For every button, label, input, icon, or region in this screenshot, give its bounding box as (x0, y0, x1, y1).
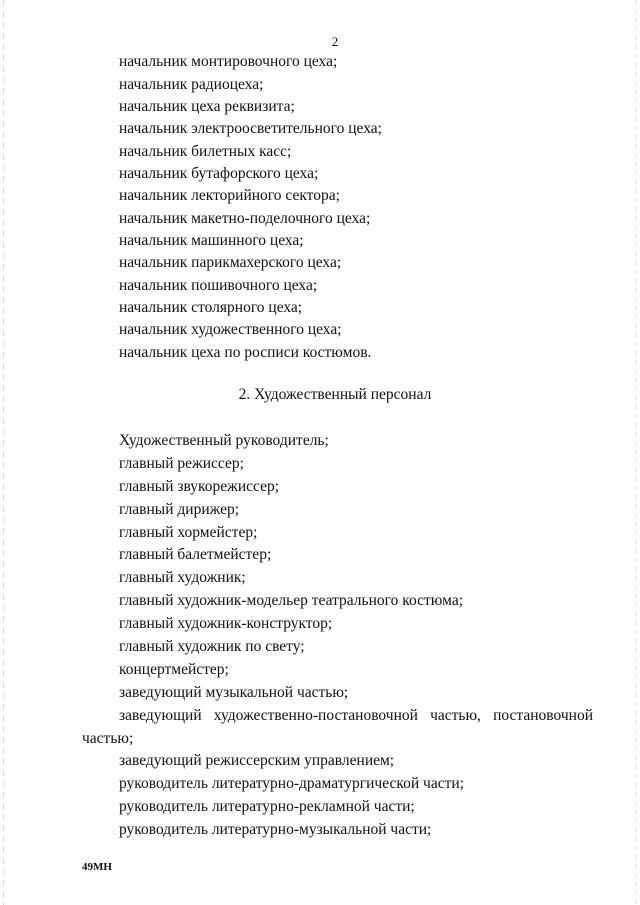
list-item: Художественный руководитель; (119, 432, 329, 449)
list-item: руководитель литературно-музыкальной части; (119, 821, 432, 838)
list-item: главный звукорежиссер; (119, 478, 280, 495)
list-item: руководитель литературно-драматургической части; (119, 775, 464, 792)
list-item: начальник монтировочного цеха; (119, 53, 338, 70)
section-heading: 2. Художественный персонал (238, 386, 432, 403)
list-item: заведующий музыкальной частью; (119, 684, 349, 701)
list-item: начальник парикмахерского цеха; (119, 254, 342, 271)
list-item: начальник цеха по росписи костюмов. (119, 344, 372, 361)
list-item: начальник пошивочного цеха; (119, 277, 318, 294)
scan-edge-right (635, 0, 636, 905)
list-item: начальник радиоцеха; (119, 76, 264, 93)
list-item: начальник столярного цеха; (119, 299, 303, 316)
scan-edge-left (3, 0, 4, 905)
list-item-wrapped-line2: частью; (82, 730, 134, 747)
list-item: начальник цеха реквизита; (119, 98, 295, 115)
list-item: главный балетмейстер; (119, 546, 272, 563)
list-item: главный художник; (119, 569, 246, 586)
list-item: начальник билетных касс; (119, 143, 292, 160)
list-item: главный художник-модельер театрального костюма; (119, 592, 464, 609)
list-item: концертмейстер; (119, 661, 229, 678)
list-item: начальник бутафорского цеха; (119, 165, 319, 182)
list-item: начальник художественного цеха; (119, 321, 342, 338)
list-item: главный хормейстер; (119, 524, 258, 541)
list-item: главный дирижер; (119, 501, 240, 518)
page-number: 2 (331, 34, 339, 49)
list-item: главный художник-конструктор; (119, 615, 333, 632)
list-item: главный художник по свету; (119, 638, 305, 655)
list-item: заведующий режиссерским управлением; (119, 752, 395, 769)
list-item-wrapped-line1: заведующий художественно-постановочной частью, постановочной (119, 707, 593, 724)
list-item: начальник макетно-поделочного цеха; (119, 210, 371, 227)
list-item: начальник лекторийного сектора; (119, 187, 340, 204)
list-item: начальник электроосветительного цеха; (119, 120, 382, 137)
list-item: главный режиссер; (119, 455, 244, 472)
footer-document-code: 49МН (82, 861, 112, 873)
list-item: руководитель литературно-рекламной части; (119, 798, 415, 815)
list-item: начальник машинного цеха; (119, 232, 304, 249)
